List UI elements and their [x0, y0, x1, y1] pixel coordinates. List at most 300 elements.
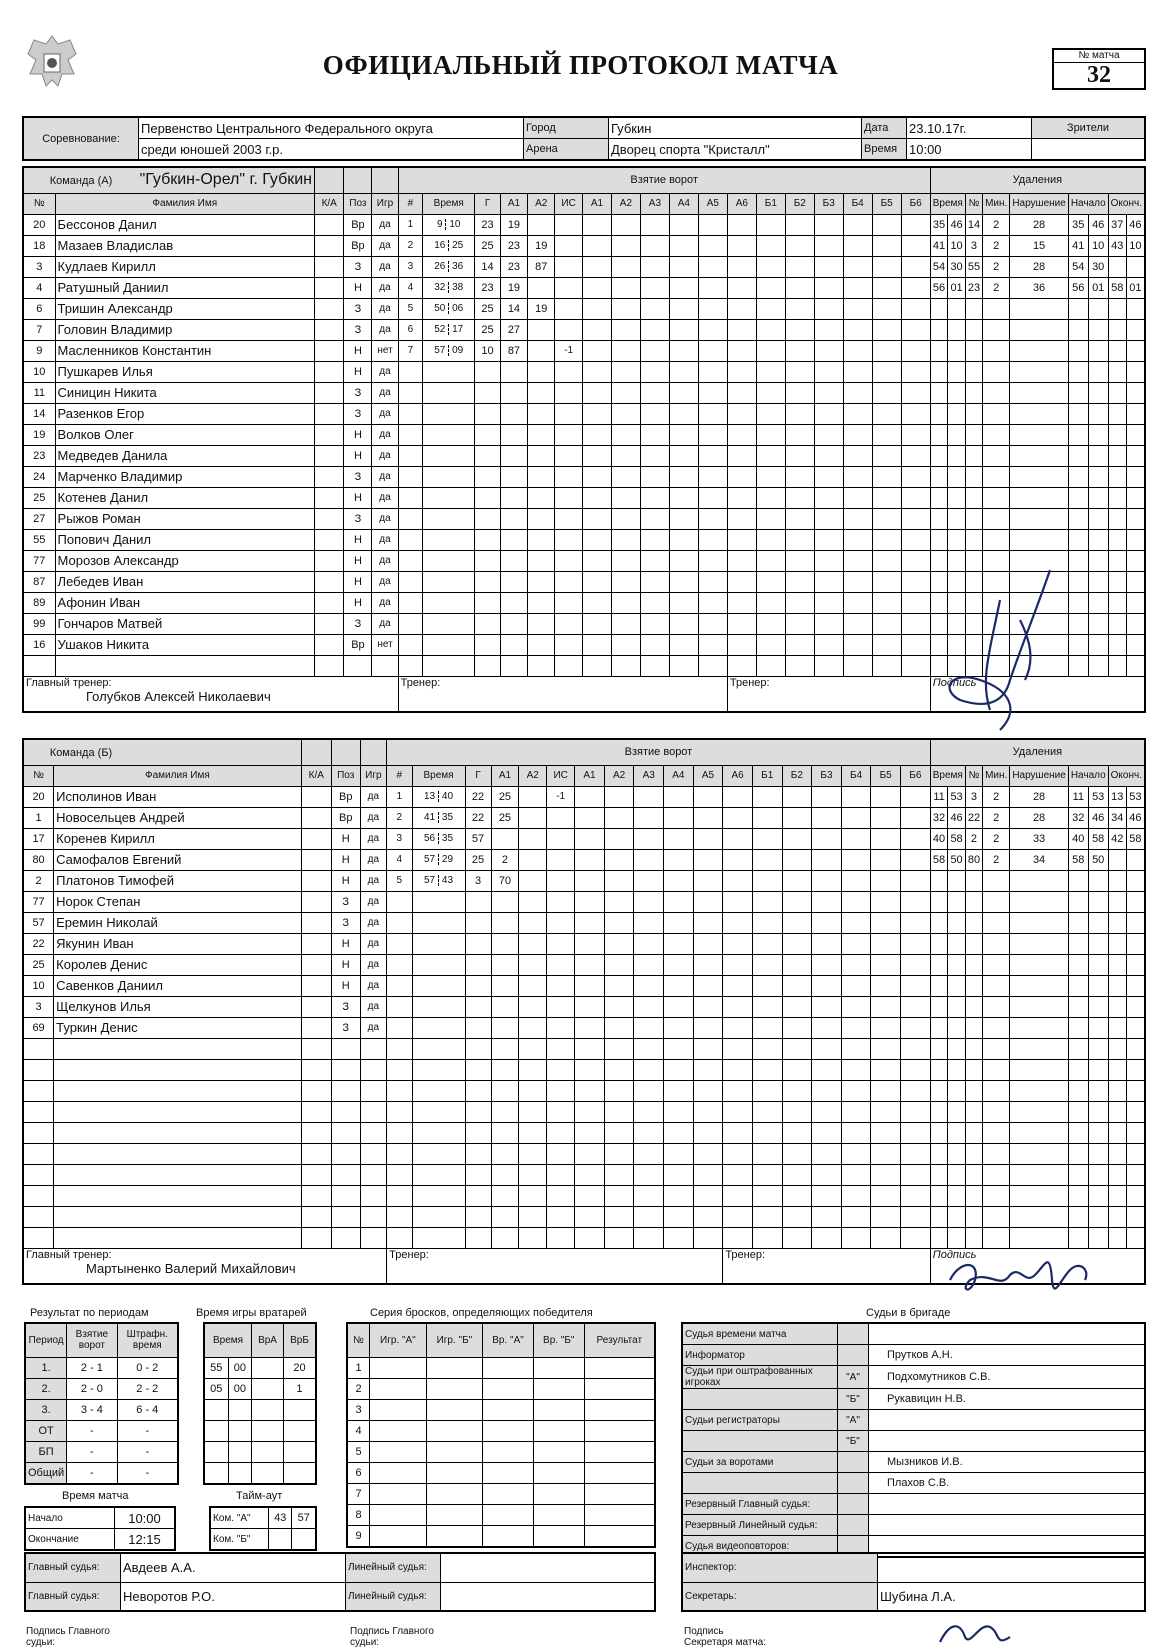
penalty-cell: 37: [1108, 214, 1126, 235]
player-name: Туркин Денис: [54, 1017, 301, 1038]
player-played: да: [360, 891, 387, 912]
player-played: да: [372, 424, 398, 445]
player-number: 55: [23, 529, 55, 550]
penalty-cell: 55: [965, 256, 982, 277]
goal-scorer: 25: [475, 319, 501, 340]
goal-assist-1: 19: [500, 214, 527, 235]
team_a-pen-col: Нарушение: [1010, 193, 1069, 214]
penalty-cell: 2: [983, 786, 1010, 807]
player-played: да: [372, 571, 398, 592]
referees-table: [24, 1552, 656, 1612]
officials-table: [681, 1322, 1146, 1558]
goalie-cell: [252, 1399, 284, 1420]
penalty-cell: 53: [1126, 786, 1145, 807]
team_a-coach2-label: Тренер:: [727, 676, 930, 712]
signature-secretary: [935, 1612, 1025, 1650]
date-value: 23.10.17г.: [907, 117, 1032, 139]
penalty-cell: 01: [1088, 277, 1108, 298]
goal-scorer: 14: [475, 256, 501, 277]
player-number: 77: [23, 891, 54, 912]
player-name: Исполинов Иван: [54, 786, 301, 807]
player-played: да: [372, 361, 398, 382]
team_a-penalties-title: Удаления: [930, 167, 1145, 193]
player-number: 25: [23, 954, 54, 975]
period-cell: 3.: [25, 1399, 67, 1420]
goalie-cell: [228, 1420, 251, 1441]
official-role: Судья видеоповторов:: [682, 1536, 838, 1558]
team_b-goal-col: Время: [412, 765, 465, 786]
player-number: 18: [23, 235, 55, 256]
player-ka: [315, 529, 344, 550]
player-name: Рыжов Роман: [55, 508, 314, 529]
period-cell: -: [117, 1420, 178, 1441]
team_b-goal-col: #: [387, 765, 412, 786]
penalty-cell: 28: [1010, 214, 1069, 235]
team_a-player-row: [23, 508, 1145, 529]
period-cell: 2 - 1: [67, 1357, 117, 1378]
player-ka: [301, 975, 331, 996]
penalty-cell: 30: [1088, 256, 1108, 277]
shootout-number: 4: [347, 1420, 370, 1441]
officials-title: Судьи в бригаде: [866, 1307, 951, 1319]
period-cell: -: [67, 1462, 117, 1484]
team_a-goals-title: Взятие ворот: [398, 167, 930, 193]
date-label: Дата: [862, 117, 907, 139]
penalty-cell: 2: [983, 849, 1010, 870]
official-role: Резервный Линейный судья:: [682, 1515, 838, 1536]
timeout-title: Тайм-аут: [236, 1490, 283, 1502]
team_a-sign-label: Подпись: [930, 676, 1145, 712]
player-ka: [301, 870, 331, 891]
player-played: да: [360, 1017, 387, 1038]
team_a-player-row: [23, 214, 1145, 235]
goal-number: 3: [398, 256, 423, 277]
goalie-cell: [283, 1441, 316, 1462]
penalty-cell: 33: [1010, 828, 1069, 849]
penalty-cell: 28: [1010, 807, 1069, 828]
period-row: [25, 1420, 178, 1441]
player-played: да: [372, 508, 398, 529]
competition-line2: среди юношей 2003 г.р.: [139, 139, 524, 161]
player-number: 24: [23, 466, 55, 487]
team_b-goal-col: А1: [575, 765, 605, 786]
periods-table: [24, 1322, 179, 1485]
goal-assist-2: [528, 277, 555, 298]
player-ka: [315, 445, 344, 466]
team_b-col-pos: Поз: [331, 765, 360, 786]
official-team: "А": [838, 1410, 869, 1431]
player-position: Н: [331, 954, 360, 975]
player-position: Н: [344, 571, 372, 592]
goal-assist-2: [519, 807, 547, 828]
penalty-cell: 11: [1068, 786, 1088, 807]
team_b-pen-col: Нарушение: [1010, 765, 1069, 786]
goalie-row: [204, 1357, 316, 1378]
team_a-col-num: №: [23, 193, 55, 214]
penalty-cell: 15: [1010, 235, 1069, 256]
team_a-goal-col: ИС: [555, 193, 583, 214]
team_a-goal-col: Время: [423, 193, 475, 214]
player-position: З: [331, 891, 360, 912]
team_a-goal-col: Б1: [756, 193, 785, 214]
signature-team-a: [920, 560, 1080, 740]
goal-assist-1: 27: [500, 319, 527, 340]
penalty-cell: 2: [965, 828, 982, 849]
team_b-player-row: [23, 786, 1145, 807]
goalie-cell: [204, 1462, 228, 1484]
line-referee-label-1: Линейный судья:: [346, 1553, 441, 1582]
player-played: да: [372, 214, 398, 235]
penalty-cell: 58: [1088, 828, 1108, 849]
player-position: Н: [344, 550, 372, 571]
player-played: [372, 655, 398, 676]
goal-situation: [555, 256, 583, 277]
goalie-row: [204, 1378, 316, 1399]
shootout-row: [347, 1420, 655, 1441]
goalie-cell: [252, 1378, 284, 1399]
penalty-cell: 46: [1088, 214, 1108, 235]
goalie-cell: [252, 1420, 284, 1441]
player-number: 19: [23, 424, 55, 445]
team_a-player-row: [23, 529, 1145, 550]
player-position: Н: [344, 592, 372, 613]
player-name: Головин Владимир: [55, 319, 314, 340]
official-role: Судьи регистраторы: [682, 1410, 838, 1431]
city-value: Губкин: [609, 117, 862, 139]
goal-time: 57 09: [423, 340, 475, 361]
player-ka: [315, 424, 344, 445]
shootout-number: 1: [347, 1357, 370, 1378]
penalty-cell: 01: [1126, 277, 1145, 298]
goal-time: 16 25: [423, 235, 475, 256]
team_a-goal-col: А3: [640, 193, 669, 214]
team_a-goal-col: Б2: [785, 193, 814, 214]
player-played: да: [360, 870, 387, 891]
team_a-player-row: [23, 298, 1145, 319]
official-role: [682, 1473, 838, 1494]
player-number: 20: [23, 214, 55, 235]
team_a-head-coach: Голубков Алексей Николаевич: [86, 688, 271, 704]
periods-col: Штрафн. время: [117, 1323, 178, 1357]
goalie-cell: [204, 1399, 228, 1420]
player-position: Н: [331, 975, 360, 996]
penalty-cell: 53: [948, 786, 966, 807]
player-name: Новосельцев Андрей: [54, 807, 301, 828]
period-cell: Общий: [25, 1462, 67, 1484]
penalty-cell: 01: [948, 277, 966, 298]
competition-label: Соревнование:: [23, 117, 139, 160]
goalie-cell: 20: [283, 1357, 316, 1378]
goal-number: 1: [398, 214, 423, 235]
signature-team-b: [940, 1240, 1100, 1310]
player-ka: [315, 508, 344, 529]
penalty-cell: 58: [930, 849, 948, 870]
player-position: Вр: [344, 235, 372, 256]
player-number: 9: [23, 340, 55, 361]
penalty-cell: 56: [1068, 277, 1088, 298]
official-row: [682, 1452, 1145, 1473]
end-label: Окончание: [25, 1529, 115, 1551]
inspector-table: [681, 1552, 1146, 1612]
goalie-row: [204, 1399, 316, 1420]
penalty-cell: 2: [983, 828, 1010, 849]
team_b-pen-col: Мин.: [983, 765, 1010, 786]
shootout-col: Результат: [584, 1323, 655, 1357]
official-row: [682, 1431, 1145, 1452]
goal-assist-2: [519, 849, 547, 870]
main-referee-label-2: Главный судья:: [25, 1582, 121, 1611]
period-cell: 1.: [25, 1357, 67, 1378]
goalie-cell: [204, 1441, 228, 1462]
main-referee-1: Авдеев А.А.: [121, 1553, 346, 1582]
player-name: Ушаков Никита: [55, 634, 314, 655]
player-ka: [315, 634, 344, 655]
player-ka: [315, 403, 344, 424]
official-row: [682, 1389, 1145, 1410]
goal-assist-2: [519, 786, 547, 807]
header-info: [22, 116, 1146, 161]
player-position: Н: [344, 529, 372, 550]
shootout-col: Вр. "А": [483, 1323, 534, 1357]
team_b-goal-col: Г: [465, 765, 491, 786]
goal-situation: [555, 235, 583, 256]
team_b-player-row: [23, 891, 1145, 912]
team_b-head-coach-label: Главный тренер:: [26, 1248, 112, 1261]
official-name: Мызников И.В.: [869, 1452, 1146, 1473]
goal-situation: -1: [555, 340, 583, 361]
player-position: З: [344, 508, 372, 529]
goal-situation: [547, 828, 575, 849]
player-position: Н: [344, 340, 372, 361]
official-team: "Б": [838, 1431, 869, 1452]
player-ka: [315, 361, 344, 382]
penalty-cell: 46: [948, 214, 966, 235]
team_b-player-row: [23, 1206, 1145, 1227]
penalty-cell: 2: [983, 277, 1010, 298]
team_b-col-igr: Игр: [360, 765, 387, 786]
arena-label: Арена: [524, 139, 609, 161]
penalty-cell: 2: [983, 256, 1010, 277]
penalty-cell: 80: [965, 849, 982, 870]
player-name: Савенков Даниил: [54, 975, 301, 996]
period-row: [25, 1441, 178, 1462]
line-referee-label-2: Линейный судья:: [346, 1582, 441, 1611]
penalty-cell: 3: [965, 786, 982, 807]
period-cell: -: [67, 1420, 117, 1441]
player-number: [23, 655, 55, 676]
penalty-cell: 58: [1068, 849, 1088, 870]
goal-number: 5: [387, 870, 412, 891]
goal-time: 9 10: [423, 214, 475, 235]
player-position: Н: [344, 277, 372, 298]
official-role: Судья времени матча: [682, 1323, 838, 1345]
goal-number: 1: [387, 786, 412, 807]
spectators-value: [1032, 139, 1146, 161]
player-ka: [301, 891, 331, 912]
team_b-player-row: [23, 1101, 1145, 1122]
penalty-cell: 53: [1088, 786, 1108, 807]
secretary-label: Секретарь:: [682, 1582, 878, 1611]
goal-situation: [555, 277, 583, 298]
player-position: З: [331, 996, 360, 1017]
goalie-cell: [204, 1420, 228, 1441]
goal-assist-1: 25: [491, 786, 519, 807]
player-ka: [315, 466, 344, 487]
player-number: 99: [23, 613, 55, 634]
player-ka: [315, 487, 344, 508]
team_b-goal-col: Б2: [782, 765, 812, 786]
player-played: нет: [372, 340, 398, 361]
player-played: да: [360, 849, 387, 870]
penalty-cell: 58: [948, 828, 966, 849]
official-role: Судьи при оштрафованных игроках: [682, 1366, 838, 1389]
team_b-head-coach-cell: [23, 1248, 387, 1284]
player-position: Н: [344, 424, 372, 445]
team-b-block: [22, 738, 1146, 1285]
team_b-goal-col: А2: [519, 765, 547, 786]
goal-number: 2: [398, 235, 423, 256]
shootout-number: 6: [347, 1462, 370, 1483]
main-referee-2: Неворотов Р.О.: [121, 1582, 346, 1611]
player-name: Пушкарев Илья: [55, 361, 314, 382]
match-number: 32: [1087, 62, 1111, 88]
player-position: Вр: [331, 807, 360, 828]
team_b-player-row: [23, 912, 1145, 933]
player-played: да: [372, 466, 398, 487]
penalty-cell: 40: [930, 828, 948, 849]
penalty-cell: 36: [1010, 277, 1069, 298]
penalty-cell: 30: [948, 256, 966, 277]
period-cell: ОТ: [25, 1420, 67, 1441]
penalty-cell: 50: [948, 849, 966, 870]
team_b-player-row: [23, 933, 1145, 954]
goal-assist-2: [528, 319, 555, 340]
team_a-goal-col: А2: [528, 193, 555, 214]
goal-assist-1: 2: [491, 849, 519, 870]
shootout-title: Серия бросков, определяющих победителя: [370, 1307, 593, 1319]
team_a-goal-col: Б5: [872, 193, 901, 214]
goal-scorer: 25: [475, 235, 501, 256]
sign-secretary-label: Подпись Секретаря матча:: [684, 1626, 766, 1648]
player-ka: [315, 256, 344, 277]
period-cell: 2.: [25, 1378, 67, 1399]
player-name: Тришин Александр: [55, 298, 314, 319]
player-number: 25: [23, 487, 55, 508]
team_b-sign-label: Подпись: [930, 1248, 1145, 1284]
official-role: Информатор: [682, 1345, 838, 1366]
team_b-player-row: [23, 870, 1145, 891]
player-name: Самофалов Евгений: [54, 849, 301, 870]
team_b-player-row: [23, 1080, 1145, 1101]
team_b-pen-col: Время: [930, 765, 965, 786]
goalies-col: ВрА: [252, 1323, 284, 1357]
team_a-player-row: [23, 340, 1145, 361]
official-role: Резервный Главный судья:: [682, 1494, 838, 1515]
team_b-player-row: [23, 849, 1145, 870]
team_a-player-row: [23, 235, 1145, 256]
player-played: да: [360, 786, 387, 807]
team_a-goal-col: А1: [582, 193, 611, 214]
player-ka: [315, 298, 344, 319]
team_a-goal-col: Б4: [843, 193, 872, 214]
goalies-col: ВрБ: [283, 1323, 316, 1357]
timeout-table: [209, 1506, 317, 1551]
player-name: Попович Данил: [55, 529, 314, 550]
player-played: да: [372, 550, 398, 571]
timeout-b-label: Ком. "Б": [210, 1529, 268, 1551]
player-played: да: [360, 912, 387, 933]
arena-value: Дворец спорта "Кристалл": [609, 139, 862, 161]
goal-scorer: 25: [465, 849, 491, 870]
penalty-cell: 14: [965, 214, 982, 235]
penalty-cell: 22: [965, 807, 982, 828]
team_a-pen-col: №: [965, 193, 982, 214]
official-row: [682, 1494, 1145, 1515]
player-name: Морозов Александр: [55, 550, 314, 571]
goal-situation: -1: [547, 786, 575, 807]
player-ka: [315, 235, 344, 256]
goal-assist-1: 87: [500, 340, 527, 361]
player-number: 3: [23, 996, 54, 1017]
goal-assist-2: [519, 828, 547, 849]
team_a-goal-col: #: [398, 193, 423, 214]
shootout-col: Игр. "Б": [426, 1323, 482, 1357]
player-name: Коренев Кирилл: [54, 828, 301, 849]
goal-number: 2: [387, 807, 412, 828]
penalty-cell: 58: [1126, 828, 1145, 849]
periods-title: Результат по периодам: [30, 1307, 149, 1319]
end-value: 12:15: [115, 1529, 176, 1551]
team_b-pen-col: №: [965, 765, 982, 786]
player-number: 10: [23, 361, 55, 382]
player-name: Мазаев Владислав: [55, 235, 314, 256]
team_b-goal-col: Б6: [900, 765, 930, 786]
team_a-pen-col: Мин.: [983, 193, 1010, 214]
official-team: [838, 1494, 869, 1515]
goalie-cell: [228, 1399, 251, 1420]
player-played: да: [360, 933, 387, 954]
spectators-label: Зрители: [1032, 117, 1146, 139]
official-team: [838, 1473, 869, 1494]
team_a-label-cell: [23, 167, 315, 193]
team_a-pen-col: Оконч.: [1108, 193, 1145, 214]
player-position: [344, 655, 372, 676]
player-number: 27: [23, 508, 55, 529]
penalty-cell: 58: [1108, 277, 1126, 298]
team_a-goal-col: Б3: [814, 193, 843, 214]
penalty-cell: 43: [1108, 235, 1126, 256]
official-name: Плахов С.В.: [869, 1473, 1146, 1494]
goal-assist-2: 87: [528, 256, 555, 277]
team_b-coach-label: Тренер:: [387, 1248, 723, 1284]
period-cell: -: [67, 1441, 117, 1462]
team_a-col-name: Фамилия Имя: [55, 193, 314, 214]
goal-situation: [547, 807, 575, 828]
team_b-penalties-title: Удаления: [930, 739, 1145, 765]
shootout-number: 2: [347, 1378, 370, 1399]
player-number: 4: [23, 277, 55, 298]
match-number-label: № матча: [1054, 50, 1144, 63]
team_a-goal-col: Б6: [901, 193, 930, 214]
player-position: Вр: [344, 634, 372, 655]
shootout-col: Вр. "Б": [533, 1323, 584, 1357]
player-number: 11: [23, 382, 55, 403]
player-position: Н: [344, 487, 372, 508]
shootout-col: №: [347, 1323, 370, 1357]
team_a-player-row: [23, 277, 1145, 298]
shootout-row: [347, 1504, 655, 1525]
player-number: 2: [23, 870, 54, 891]
